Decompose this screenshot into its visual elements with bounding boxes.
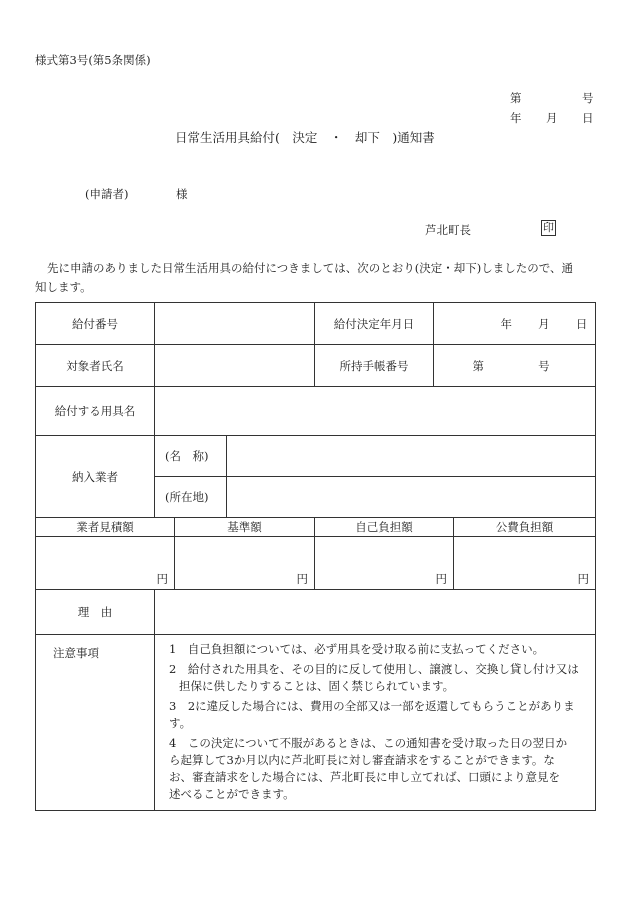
document-title: 日常生活用具給付( 決定 ・ 却下 )通知書 xyxy=(175,130,435,145)
decision-date-value[interactable] xyxy=(434,303,596,345)
doc-number-prefix: 第 xyxy=(510,91,522,105)
handbook-suffix: 号 xyxy=(538,358,550,373)
handbook-number-value[interactable] xyxy=(434,345,596,387)
decision-date-label: 給付決定年月日 xyxy=(315,303,434,345)
row-amount-values xyxy=(36,537,596,590)
intro-text-line2: 知します。 xyxy=(35,280,92,294)
note-item-2-cont: 担保に供したりすることは、固く禁じられています。 xyxy=(179,679,455,693)
decision-date-day: 日 xyxy=(575,316,588,331)
yen-unit: 円 xyxy=(296,572,309,586)
yen-unit: 円 xyxy=(435,572,448,586)
handbook-prefix: 第 xyxy=(472,358,485,373)
equipment-value[interactable] xyxy=(155,387,596,436)
person-name-value[interactable] xyxy=(155,345,315,387)
note-item-3: 3 2に違反した場合には、費用の全部又は一部を返還してもらうことがあります。 xyxy=(169,699,575,730)
yen-unit: 円 xyxy=(156,572,168,586)
notes-content xyxy=(155,635,596,811)
reason-label: 理 由 xyxy=(36,590,155,635)
public-burden-header: 公費負担額 xyxy=(454,518,596,537)
standard-amount[interactable] xyxy=(175,537,315,590)
intro-text-line1: 先に申請のありました日常生活用具の給付につきましては、次のとおり(決定・却下)しましたので、通 xyxy=(47,261,574,275)
note-item-4-cont-1: ら起算して3か月以内に芦北町長に対し審査請求をすることができます。な xyxy=(169,753,555,767)
note-item-1: 1 自己負担額については、必ず用具を受け取る前に支払ってください。 xyxy=(169,642,545,656)
notes-label: 注意事項 xyxy=(36,635,155,811)
note-item-4-cont-2: お、審査請求をした場合には、芦北町長に申し立てれば、口頭により意見を xyxy=(169,770,560,784)
date-year: 年 xyxy=(510,111,522,125)
benefit-number-value[interactable] xyxy=(155,303,315,345)
supplier-address-label: (所在地) xyxy=(155,477,227,518)
supplier-name-label: (名 称) xyxy=(155,436,227,477)
decision-date-month: 月 xyxy=(538,316,550,331)
benefit-number-label: 給付番号 xyxy=(36,303,155,345)
row-amount-headers xyxy=(36,518,596,537)
person-name-label: 対象者氏名 xyxy=(36,345,155,387)
standard-header: 基準額 xyxy=(175,518,315,537)
row-reason xyxy=(36,590,596,635)
row-person-name xyxy=(36,345,596,387)
issuer-seal xyxy=(541,220,556,236)
note-item-4: 4 この決定について不服があるときは、この通知書を受け取った日の翌日か xyxy=(169,736,568,750)
public-burden-amount[interactable] xyxy=(454,537,596,590)
equipment-label: 給付する用具名 xyxy=(36,387,155,436)
supplier-label: 納入業者 xyxy=(36,436,155,518)
date-month: 月 xyxy=(546,111,558,125)
estimate-amount[interactable] xyxy=(36,537,175,590)
seal-mark: 印 xyxy=(543,221,554,234)
reason-value[interactable] xyxy=(155,590,596,635)
addressee-honorific: 様 xyxy=(176,187,188,201)
date-day: 日 xyxy=(582,111,594,125)
issuer-name: 芦北町長 xyxy=(425,223,471,237)
yen-unit: 円 xyxy=(577,572,590,586)
self-burden-header: 自己負担額 xyxy=(315,518,454,537)
doc-number-suffix: 号 xyxy=(582,91,594,105)
row-benefit-number xyxy=(36,303,596,345)
addressee-label: (申請者) xyxy=(85,187,129,201)
note-item-2: 2 給付された用具を、その目的に反して使用し、譲渡し、交換し貸し付け又は xyxy=(169,662,579,676)
row-equipment xyxy=(36,387,596,436)
notice-form-table xyxy=(35,302,596,811)
form-number: 様式第3号(第5条関係) xyxy=(35,53,151,67)
decision-date-year: 年 xyxy=(500,316,513,331)
estimate-header: 業者見積額 xyxy=(36,518,175,537)
note-item-4-cont-3: 述べることができます。 xyxy=(169,787,295,801)
row-supplier-name xyxy=(36,436,596,477)
handbook-number-label: 所持手帳番号 xyxy=(315,345,434,387)
supplier-address-value[interactable] xyxy=(227,477,596,518)
row-notes xyxy=(36,635,596,811)
supplier-name-value[interactable] xyxy=(227,436,596,477)
self-burden-amount[interactable] xyxy=(315,537,454,590)
